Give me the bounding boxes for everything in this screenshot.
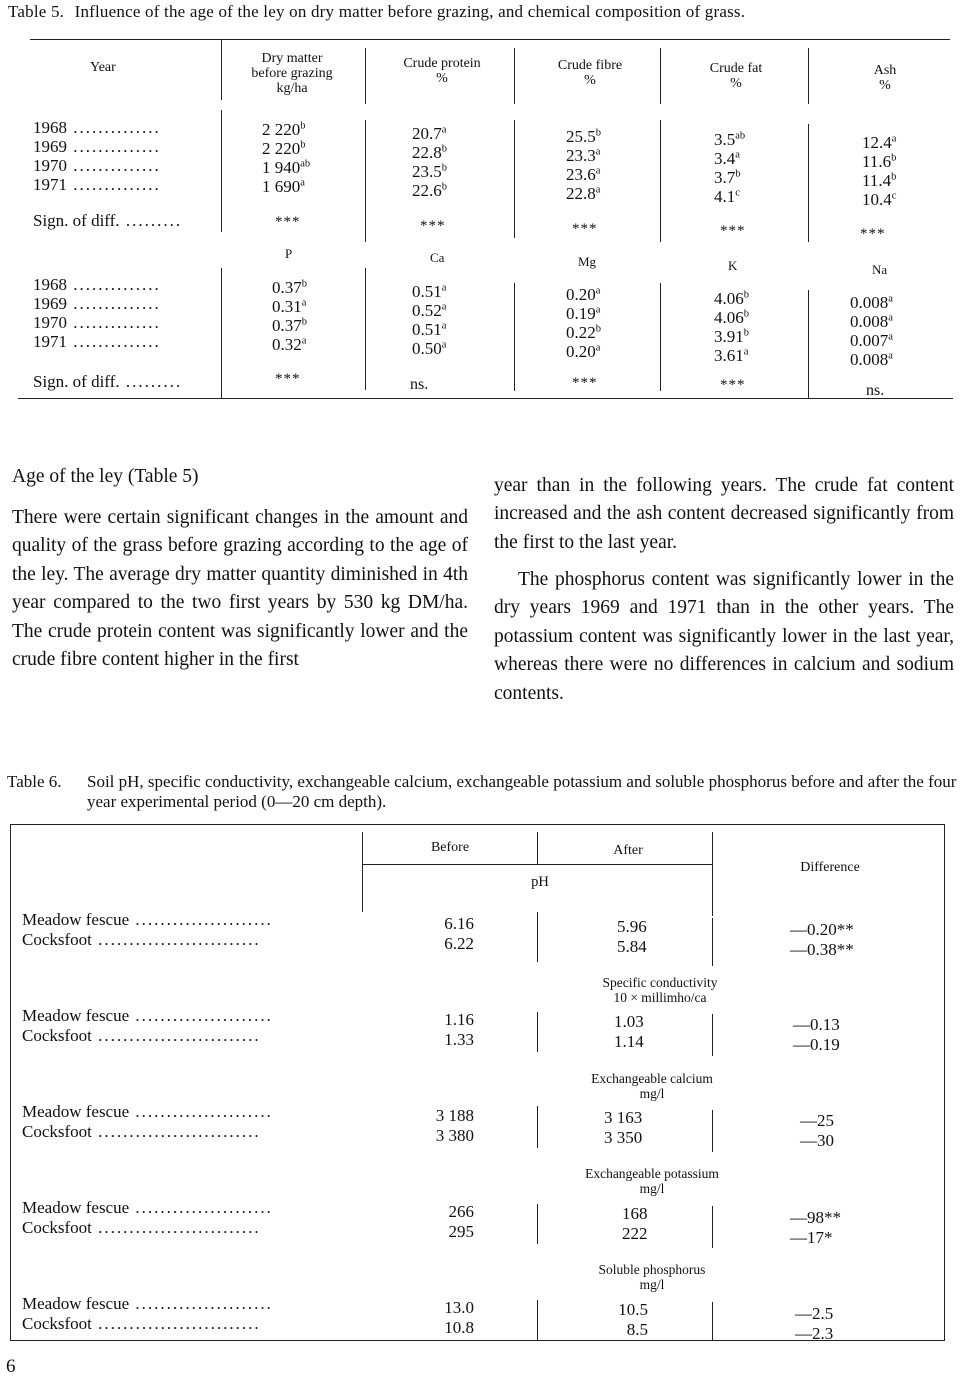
t6-diff: —17* (790, 1228, 833, 1247)
t6-before-values (410, 1010, 474, 1050)
t5-cell: 0.37 (272, 316, 302, 335)
t6-labels (22, 1294, 273, 1334)
t6-row-label: Meadow fescue ...................... (22, 910, 273, 929)
t6-group-title-line1: Soluble phosphorus (598, 1262, 706, 1277)
t6-after-values (592, 1300, 648, 1340)
t5-sig-mg: *** (572, 375, 598, 391)
t5-header-ash-line2: % (879, 78, 891, 93)
t5-sup: a (595, 184, 601, 196)
t6-after-values (604, 1108, 642, 1148)
table6-top-rule (10, 824, 945, 825)
t6-vrule (712, 918, 713, 966)
t5-sig-k: *** (720, 377, 746, 393)
t6-vrule (537, 832, 538, 864)
t5-col-ca (412, 282, 446, 358)
t5-years-block1 (33, 118, 161, 194)
t5-sup: b (743, 327, 750, 339)
t5-sup: a (888, 293, 893, 305)
t5-sup: b (301, 278, 308, 290)
t5-sup: b (595, 323, 602, 335)
t5-years-block2 (33, 275, 161, 351)
t5-cell: 4.1 (714, 187, 736, 206)
t5-year: 1971 (33, 332, 67, 351)
t6-before-values (410, 1202, 474, 1242)
t5-cell: 3.61 (714, 346, 744, 365)
t5-year: 1970 (33, 156, 67, 175)
t5-year: 1968 (33, 275, 67, 294)
t5-sig-na: ns. (866, 382, 885, 399)
t5-header-cp-line1: Crude protein (403, 56, 481, 71)
t5-sup: b (441, 181, 448, 193)
t6-after-values (614, 1012, 644, 1052)
t6-row-label: Cocksfoot .......................... (22, 1218, 261, 1237)
t6-row-label: Meadow fescue ...................... (22, 1006, 273, 1025)
t6-vrule (712, 1014, 713, 1056)
t5-header-cfib-line1: Crude fibre (557, 58, 623, 73)
t5-header-p: P (285, 246, 293, 261)
table5-label: Table 5. (8, 2, 65, 21)
t5-sup: b (300, 139, 306, 151)
t5-sig-ca: ns. (410, 376, 429, 393)
t6-diff: —2.3 (795, 1324, 834, 1343)
t6-group-title-line1: Exchangeable potassium (585, 1166, 719, 1181)
t5-cell: 3.91 (714, 327, 744, 346)
t5-header-k: K (728, 258, 738, 273)
t6-after-values (622, 1204, 648, 1244)
t6-group-title (552, 1166, 752, 1196)
t6-before: 6.22 (444, 934, 474, 953)
t5-year-row: 1968 .............. (33, 275, 161, 294)
t5-sig-dry-matter: *** (275, 214, 301, 230)
t5-sup: a (743, 346, 749, 358)
t6-labels (22, 1198, 273, 1238)
t6-labels (22, 1006, 273, 1046)
right-paragraph-2: The phosphorus content was significantly lower in the dry years 1969 and 1971 than in the other years. The potassium content was significantly lower in the last year, whereas there were no differences in calcium and sodium contents. (494, 569, 954, 704)
t5-sup: a (441, 339, 447, 351)
t5-year: 1968 (33, 118, 67, 137)
t5-sup: a (595, 342, 601, 354)
t6-group-title (552, 1262, 752, 1292)
t5-sup: a (888, 350, 893, 362)
table6-label: Table 6. (7, 772, 62, 791)
t5-sup: a (441, 124, 447, 136)
t6-vrule (537, 1300, 538, 1340)
t5-cell: 4.06 (714, 289, 744, 308)
t5-sup: b (441, 143, 448, 155)
t5-year-row: 1970 .............. (33, 156, 161, 175)
t5-sup: a (301, 297, 307, 309)
t6-vrule (537, 1204, 538, 1244)
table5-top-rule (30, 39, 950, 40)
t6-label: Cocksfoot (22, 1026, 92, 1045)
t5-sup: a (595, 285, 601, 297)
t5-cell: 0.51 (412, 320, 442, 339)
t5-cell: 0.007 (850, 331, 889, 350)
t6-diff: —0.20** (790, 920, 854, 939)
t5-sup: a (735, 149, 740, 161)
t6-diff-values (800, 1111, 834, 1151)
t6-group-title (560, 975, 760, 1005)
t6-label: Meadow fescue (22, 1102, 130, 1121)
t5-sig-crude-fibre: *** (572, 221, 598, 237)
section-title: Age of the ley (Table 5) (12, 466, 199, 487)
t6-before: 266 (448, 1202, 474, 1221)
t6-diff: —0.19 (793, 1035, 840, 1054)
t5-year: 1971 (33, 175, 67, 194)
t6-after: 1.03 (614, 1012, 644, 1031)
t5-cell: 11.6 (862, 152, 892, 171)
t5-cell: 0.32 (272, 335, 302, 354)
t6-after: 222 (622, 1224, 648, 1243)
t5-vrule (221, 40, 222, 100)
t5-sup: a (300, 177, 305, 189)
t6-group-title-line2: mg/l (639, 1086, 665, 1101)
t5-header-ca: Ca (430, 250, 445, 265)
t5-header-dm-line2: before grazing (251, 66, 333, 81)
t6-label: Meadow fescue (22, 910, 130, 929)
t6-diff: —30 (800, 1131, 834, 1150)
t5-col-crude-protein (412, 124, 447, 200)
t5-header-crude-fat (676, 61, 796, 91)
t6-diff: —25 (800, 1111, 834, 1130)
t5-sup: a (441, 320, 447, 332)
t5-header-year: Year (90, 60, 116, 75)
t5-year-row: 1971 .............. (33, 175, 161, 194)
t5-cell: 0.52 (412, 301, 442, 320)
t5-header-cfat-line2: % (730, 76, 742, 91)
t5-year-row: 1969 .............. (33, 137, 161, 156)
t5-cell: 3.5 (714, 130, 736, 149)
t6-label: Cocksfoot (22, 1314, 92, 1333)
t5-vrule (660, 283, 661, 391)
t6-group-title (552, 1071, 752, 1101)
t5-col-ash (862, 133, 896, 209)
t5-col-crude-fat (714, 130, 745, 206)
t5-cell: 23.3 (566, 146, 596, 165)
t5-sup: a (441, 282, 447, 294)
t5-cell: 0.20 (566, 342, 596, 361)
t5-sup: b (743, 308, 750, 320)
t6-after: 10.5 (618, 1300, 648, 1319)
t5-cell: 23.6 (566, 165, 596, 184)
t6-before: 3 380 (435, 1126, 474, 1145)
t6-before-values (410, 1106, 474, 1146)
t6-diff-values (790, 920, 854, 960)
t5-sup: b (891, 152, 897, 164)
t6-header-before: Before (430, 840, 470, 855)
t6-after: 5.96 (617, 917, 647, 936)
t5-vrule (660, 48, 661, 104)
t6-vrule (712, 1110, 713, 1152)
t6-group-title: pH (531, 874, 549, 890)
t5-vrule (808, 48, 809, 104)
t5-sup: a (595, 304, 601, 316)
t6-row-label: Meadow fescue ...................... (22, 1294, 273, 1313)
t5-sign-row-2: Sign. of diff. ......... (33, 372, 183, 391)
t5-year-row: 1968 .............. (33, 118, 161, 137)
t5-cell: 0.008 (850, 350, 889, 369)
t5-sup: a (891, 133, 897, 145)
t5-header-crude-fibre (530, 58, 650, 88)
t5-cell: 4.06 (714, 308, 744, 327)
t5-cell: 0.20 (566, 285, 596, 304)
t5-header-cfat-line1: Crude fat (709, 61, 763, 76)
t6-label: Cocksfoot (22, 1218, 92, 1237)
t5-sup: a (441, 301, 447, 313)
t6-group-title-line2: 10 × millimho/ca (613, 990, 707, 1005)
t5-col-na (850, 293, 893, 369)
t6-before: 1.16 (444, 1010, 474, 1029)
table5-caption (8, 2, 745, 22)
t5-year: 1969 (33, 137, 67, 156)
t5-year: 1969 (33, 294, 67, 313)
t5-cell: 0.51 (412, 282, 442, 301)
t5-cell: 0.37 (272, 278, 302, 297)
t5-cell: 25.5 (566, 127, 596, 146)
t6-after: 5.84 (617, 937, 647, 956)
t5-sup: b (301, 316, 308, 328)
t5-header-na: Na (872, 262, 888, 277)
t5-sup: b (300, 120, 306, 132)
t6-label: Cocksfoot (22, 930, 92, 949)
t5-sup: a (301, 335, 307, 347)
table5-bottom-rule (18, 398, 953, 399)
t6-vrule (712, 832, 713, 916)
t6-after: 1.14 (614, 1032, 644, 1051)
t5-header-dry-matter (232, 51, 352, 96)
t5-cell: 1 690 (262, 177, 301, 196)
t5-vrule (808, 124, 809, 242)
t6-row-label: Meadow fescue ...................... (22, 1198, 273, 1217)
t6-labels (22, 910, 273, 950)
t5-sup: b (595, 127, 602, 139)
t5-sig-crude-protein: *** (420, 218, 446, 234)
t6-group-title-line2: mg/l (639, 1277, 665, 1292)
t6-after: 3 350 (604, 1128, 643, 1147)
t5-sup: ab (735, 130, 746, 142)
t5-sig-ash: *** (860, 226, 886, 242)
t6-row-label: Cocksfoot .......................... (22, 1122, 261, 1141)
t5-col-p (272, 278, 307, 354)
t6-before-values (410, 1298, 474, 1338)
t5-sign-label: Sign. of diff. (33, 372, 120, 391)
t6-diff-values (790, 1208, 841, 1248)
t6-label: Meadow fescue (22, 1294, 130, 1313)
t5-cell: 11.4 (862, 171, 892, 190)
t5-sup: b (891, 171, 897, 183)
t5-cell: 0.008 (850, 312, 889, 331)
t6-before: 3 188 (435, 1106, 474, 1125)
t5-header-dm-line3: kg/ha (276, 81, 308, 96)
t6-diff: —0.38** (790, 940, 854, 959)
t5-sup: a (888, 331, 893, 343)
t6-after: 3 163 (604, 1108, 643, 1127)
t5-sign-row-1: Sign. of diff. ......... (33, 211, 183, 230)
t5-col-mg (566, 285, 601, 361)
t5-sup: b (441, 162, 448, 174)
t6-before: 295 (448, 1222, 474, 1241)
t5-cell: 0.50 (412, 339, 442, 358)
t5-sup: c (891, 190, 897, 202)
t5-cell: 22.8 (566, 184, 596, 203)
t5-cell: 2 220 (262, 120, 301, 139)
t5-header-cfib-line2: % (584, 73, 596, 88)
t5-sup: c (735, 187, 740, 199)
t5-cell: 20.7 (412, 124, 442, 143)
t5-col-k (714, 289, 749, 365)
t5-cell: 3.4 (714, 149, 736, 168)
t5-vrule (221, 268, 222, 398)
t5-vrule (365, 120, 366, 242)
t5-cell: 12.4 (862, 133, 892, 152)
t6-label: Cocksfoot (22, 1122, 92, 1141)
t6-before: 13.0 (444, 1298, 474, 1317)
t6-vrule (537, 912, 538, 962)
t5-sup: a (888, 312, 893, 324)
t5-cell: 23.5 (412, 162, 442, 181)
t6-header-after: After (613, 843, 643, 858)
t5-sup: a (595, 146, 601, 158)
t6-vrule (362, 832, 363, 912)
t6-group-title-line1: Exchangeable calcium (591, 1071, 713, 1086)
t5-sig-crude-fat: *** (720, 223, 746, 239)
t6-diff: —98** (790, 1208, 841, 1227)
table6-left-border (10, 824, 11, 1340)
t6-before: 6.16 (444, 914, 474, 933)
t5-sig-p: *** (275, 371, 301, 387)
t5-col-crude-fibre (566, 127, 601, 203)
t6-label: Meadow fescue (22, 1006, 130, 1025)
t6-vrule (537, 1106, 538, 1148)
t5-sup: b (735, 168, 741, 180)
t5-year-row: 1969 .............. (33, 294, 161, 313)
t5-header-mg: Mg (578, 254, 597, 269)
t6-label: Meadow fescue (22, 1198, 130, 1217)
t6-row-label: Cocksfoot .......................... (22, 1314, 261, 1333)
t6-group-title-line1: Specific conductivity (602, 975, 718, 990)
t6-after: 8.5 (626, 1320, 648, 1339)
table6-right-border (944, 824, 945, 1340)
left-paragraph: There were certain significant changes in the amount and quality of the grass before grazing according to the age of the ley. The average dry matter quantity diminished in 4th year compared to the two first years by 530 kg DM/ha. The crude protein content was significantly lower and the crude fibre content higher in the first (12, 507, 468, 671)
t6-diff: —0.13 (793, 1015, 840, 1034)
t6-vrule (712, 1302, 713, 1340)
t5-header-cp-line2: % (436, 71, 448, 86)
t6-vrule (712, 1206, 713, 1248)
t6-before-values (410, 914, 474, 954)
t6-labels (22, 1102, 273, 1142)
t5-cell: 0.22 (566, 323, 596, 342)
t5-vrule (514, 283, 515, 391)
t6-before: 1.33 (444, 1030, 474, 1049)
t6-header-rule (362, 864, 712, 865)
t6-diff: —2.5 (795, 1304, 834, 1323)
t6-row-label: Cocksfoot .......................... (22, 1026, 261, 1045)
t6-header-difference: Difference (800, 860, 860, 875)
t6-row-label: Meadow fescue ...................... (22, 1102, 273, 1121)
t6-diff-values (795, 1304, 833, 1344)
t6-before: 10.8 (444, 1318, 474, 1337)
table5-title: Influence of the age of the ley on dry matter before grazing, and chemical composition of grass. (74, 2, 746, 21)
t5-cell: 0.31 (272, 297, 302, 316)
table6-caption: Soil pH, specific conductivity, exchangeable calcium, exchangeable potassium and soluble phosphorus before and after the four year experimental period (0—20 cm depth). (87, 772, 957, 811)
t6-after-values (617, 917, 647, 957)
t5-sup: ab (300, 158, 311, 170)
t5-vrule (808, 290, 809, 398)
t5-header-dm-line1: Dry matter (261, 51, 323, 66)
t5-cell: 2 220 (262, 139, 301, 158)
t5-year-row: 1970 .............. (33, 313, 161, 332)
t6-vrule (537, 1012, 538, 1052)
t5-vrule (221, 110, 222, 232)
t6-group-title-line2: mg/l (639, 1181, 665, 1196)
t5-header-ash-line1: Ash (873, 63, 897, 78)
t5-sup: a (595, 165, 601, 177)
t5-cell: 22.6 (412, 181, 442, 200)
t5-vrule (365, 268, 366, 390)
t5-vrule (514, 120, 515, 238)
t5-header-ash (830, 63, 940, 93)
t6-after: 168 (622, 1204, 648, 1223)
page-number: 6 (6, 1356, 16, 1377)
t5-vrule (514, 48, 515, 104)
t5-cell: 1 940 (262, 158, 301, 177)
t5-cell: 3.7 (714, 168, 736, 187)
t5-cell: 22.8 (412, 143, 442, 162)
t5-col-dry-matter (262, 120, 310, 196)
t5-header-crude-protein (378, 56, 506, 86)
t5-year: 1970 (33, 313, 67, 332)
t5-cell: 10.4 (862, 190, 892, 209)
t6-diff-values (793, 1015, 840, 1055)
t5-sup: b (743, 289, 750, 301)
t6-row-label: Cocksfoot .......................... (22, 930, 261, 949)
t5-cell: 0.008 (850, 293, 889, 312)
t5-sign-label: Sign. of diff. (33, 211, 120, 230)
right-paragraph-1: year than in the following years. The crude fat content increased and the ash content decreased significantly from the first to the last year. (494, 475, 954, 553)
t5-cell: 0.19 (566, 304, 596, 323)
t5-year-row: 1971 .............. (33, 332, 161, 351)
t5-vrule (660, 120, 661, 242)
t5-vrule (365, 48, 366, 104)
